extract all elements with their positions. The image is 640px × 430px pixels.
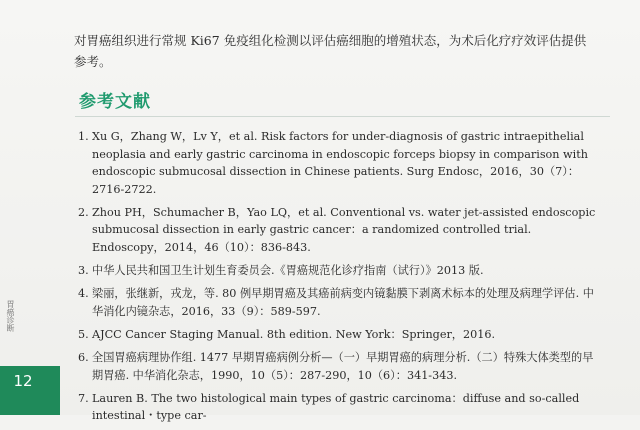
reference-text: 全国胃癌病理协作组. 1477 早期胃癌病例分析—（一）早期胃癌的病理分析.（二）特殊大体类型的早期胃癌. 中华消化杂志，1990，10（5）：287-290，10（6）：341-343. [92, 351, 594, 382]
reference-item [78, 390, 598, 425]
reference-text: Xu G，Zhang W，Lv Y，et al. Risk factors for under-diagnosis of gastric intraepithelial neoplasia and early gastric carcinoma in endoscopic forceps biopsy in comparison with endoscopic submucosal dissection in Chinese patients. Surg Endosc，2016，30（7）：2716-2722. [92, 130, 588, 196]
reference-text: 中华人民共和国卫生计划生育委员会.《胃癌规范化诊疗指南（试行）》2013 版. [92, 264, 484, 278]
reference-number: 6. [78, 351, 89, 365]
reference-list [78, 128, 598, 430]
reference-item [78, 262, 598, 280]
reference-number: 4. [78, 287, 89, 301]
reference-item [78, 349, 598, 384]
reference-text: Zhou PH，Schumacher B，Yao LQ，et al. Conventional vs. water jet-assisted endoscopic submucosal dissection in early gastric cancer：a randomized controlled trial. Endoscopy，2014，46（10）：836-843. [92, 205, 596, 255]
intro-text: 对胃癌组织进行常规 Ki67 免疫组化检测以评估癌细胞的增殖状态，为术后化疗疗效评估提供参考。 [74, 33, 587, 69]
chapter-side-label: 胃癌诊断 [6, 300, 15, 332]
reference-number: 2. [78, 205, 89, 219]
reference-number: 7. [78, 391, 89, 405]
reference-item [78, 204, 598, 257]
reference-item [78, 326, 598, 344]
reference-text: Lauren B. The two histological main types of gastric carcinoma：diffuse and so-called intestinal・type car- [92, 391, 580, 423]
reference-item [78, 285, 598, 320]
section-title: 参考文献 [79, 92, 151, 112]
page-number: 12 [13, 372, 33, 390]
reference-number: 1. [78, 130, 89, 143]
reference-text: AJCC Cancer Staging Manual. 8th edition. New York：Springer，2016. [92, 327, 496, 341]
section-divider [75, 116, 610, 117]
reference-number: 3. [78, 264, 89, 278]
reference-number: 5. [78, 327, 89, 341]
intro-paragraph [74, 30, 594, 72]
reference-text: 梁丽，张继新，戎龙，等. 80 例早期胃癌及其癌前病变内镜黏膜下剥离术标本的处理及病理学评估. 中华消化内镜杂志，2016，33（9）：589-597. [92, 287, 594, 318]
reference-item [78, 128, 598, 198]
